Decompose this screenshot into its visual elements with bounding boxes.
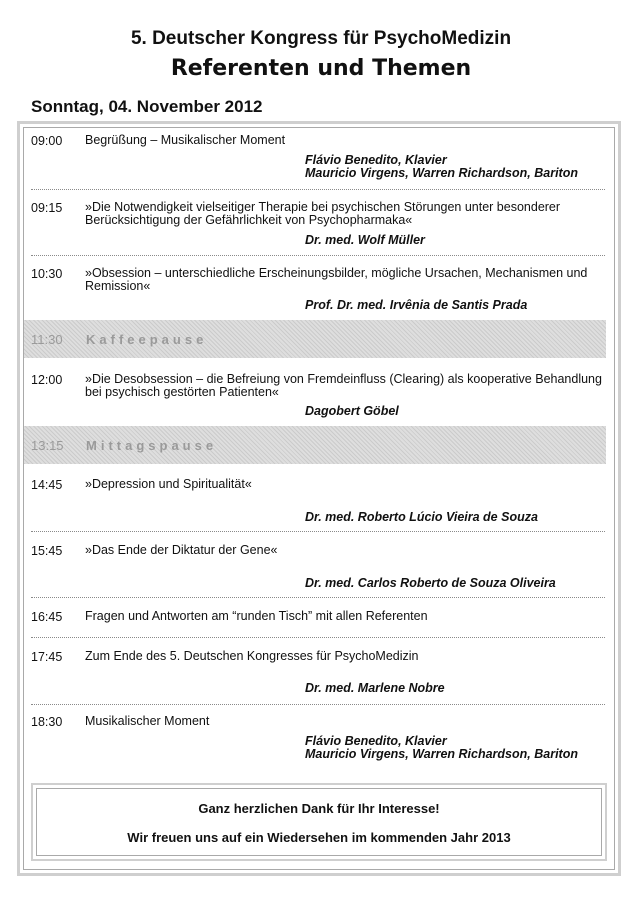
program-topic: »Depression und Spiritualität« bbox=[85, 477, 252, 491]
program-speaker: Dr. med. Carlos Roberto de Souza Oliveira bbox=[305, 576, 556, 590]
congress-title: 5. Deutscher Kongress für PsychoMedizin bbox=[130, 28, 512, 49]
break-time: 13:15 bbox=[31, 438, 64, 453]
program-speaker: Flávio Benedito, Klavier bbox=[305, 734, 447, 748]
program-topic: Zum Ende des 5. Deutschen Kongresses für PsychoMedizin bbox=[85, 649, 419, 663]
program-time: 10:30 bbox=[31, 267, 63, 281]
program-time: 18:30 bbox=[31, 715, 63, 729]
program-topic: »Die Desobsession – die Befreiung von Fremdeinfluss (Clearing) als kooperative Behandlung bei psychisch gestörten Patienten« bbox=[85, 372, 602, 399]
program-time: 16:45 bbox=[31, 610, 63, 624]
break-time: 11:30 bbox=[31, 332, 63, 347]
program-time: 09:15 bbox=[31, 201, 63, 215]
closing-thanks: Ganz herzlichen Dank für Ihr Interesse! bbox=[198, 801, 440, 816]
program-speaker: Dr. med. Wolf Müller bbox=[305, 233, 425, 247]
lunch-break-band bbox=[24, 426, 606, 464]
program-time: 15:45 bbox=[31, 544, 63, 558]
program-topic: »Obsession – unterschiedliche Erscheinungsbilder, mögliche Ursachen, Mechanismen und Remission« bbox=[85, 266, 588, 293]
program-speaker: Flávio Benedito, Klavier bbox=[305, 153, 447, 167]
divider bbox=[31, 704, 605, 705]
program-speaker: Mauricio Virgens, Warren Richardson, Bariton bbox=[305, 166, 578, 180]
program-speaker: Dr. med. Marlene Nobre bbox=[305, 681, 445, 695]
program-topic: Fragen und Antworten am “runden Tisch” mit allen Referenten bbox=[85, 609, 428, 623]
program-topic: »Das Ende der Diktatur der Gene« bbox=[85, 543, 278, 557]
program-speaker: Prof. Dr. med. Irvênia de Santis Prada bbox=[305, 298, 528, 312]
program-time: 14:45 bbox=[31, 478, 63, 492]
divider bbox=[31, 637, 605, 638]
day-heading: Sonntag, 04. November 2012 bbox=[31, 97, 263, 116]
program-speaker: Dagobert Göbel bbox=[305, 404, 399, 418]
closing-box bbox=[31, 783, 607, 861]
program-time: 09:00 bbox=[31, 134, 63, 148]
program-speaker: Dr. med. Roberto Lúcio Vieira de Souza bbox=[305, 510, 538, 524]
divider bbox=[31, 255, 605, 256]
divider bbox=[31, 597, 605, 598]
break-label: Mittagspause bbox=[86, 438, 218, 453]
divider bbox=[31, 531, 605, 532]
program-time: 12:00 bbox=[31, 373, 63, 387]
program-topic: Begrüßung – Musikalischer Moment bbox=[85, 133, 286, 147]
program-time: 17:45 bbox=[31, 650, 63, 664]
program-speaker: Mauricio Virgens, Warren Richardson, Bariton bbox=[305, 747, 578, 761]
program-topic: »Die Notwendigkeit vielseitiger Therapie bei psychischen Störungen unter besonderer Berücksichtigung der Gefährlichkeit von Psychopharmaka« bbox=[85, 200, 561, 227]
coffee-break-band bbox=[24, 320, 606, 358]
closing-farewell: Wir freuen uns auf ein Wiedersehen im kommenden Jahr 2013 bbox=[127, 830, 511, 845]
break-label: Kaffeepause bbox=[86, 332, 208, 347]
page-subtitle: Referenten und Themen bbox=[170, 56, 472, 81]
divider bbox=[31, 189, 605, 190]
program-topic: Musikalischer Moment bbox=[85, 714, 210, 728]
